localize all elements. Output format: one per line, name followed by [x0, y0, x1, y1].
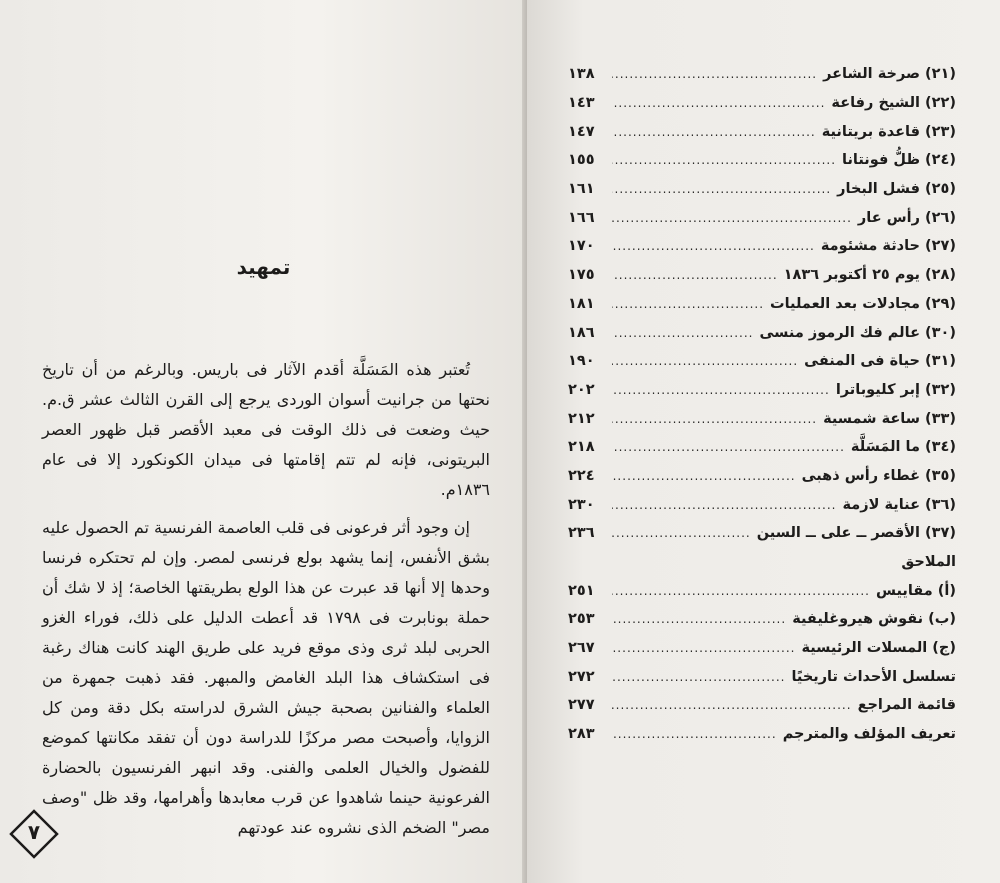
toc-row	[568, 490, 956, 519]
toc-leader-dots	[612, 698, 852, 712]
toc-leader-dots	[612, 125, 816, 139]
toc-row	[568, 376, 956, 405]
toc-row	[568, 89, 956, 118]
toc-leader-dots	[612, 526, 751, 540]
toc-row	[568, 720, 956, 749]
toc-leader-dots	[612, 211, 852, 225]
toc-entry-title: (٣٣) ساعة شمسية	[823, 410, 956, 427]
toc-page-number: ٢٥٣	[568, 611, 595, 628]
toc-entry-title: (٢٣) قاعدة بريتانية	[821, 123, 956, 140]
toc-page-number: ١٧٠	[568, 238, 595, 255]
toc-row	[568, 175, 956, 204]
toc-row	[568, 433, 956, 462]
toc-leader-dots	[612, 239, 815, 253]
toc-leader-dots	[612, 612, 786, 626]
toc-row	[568, 634, 956, 663]
toc-row	[568, 117, 956, 146]
toc-leader-dots	[612, 354, 798, 368]
toc-leader-dots	[612, 469, 796, 483]
toc-page-number: ١٤٧	[568, 123, 595, 140]
toc-row	[568, 691, 956, 720]
toc-leader-dots	[612, 326, 754, 340]
toc-page-number: ٢٢٤	[568, 467, 595, 484]
toc-row	[568, 519, 956, 548]
toc-page-number: ٢٣٦	[568, 525, 595, 542]
toc-row	[568, 462, 956, 491]
toc-leader-dots	[612, 182, 831, 196]
toc-entry-title: تسلسل الأحداث تاريخيًا	[791, 668, 956, 685]
toc-leader-dots	[612, 440, 845, 454]
toc-row	[568, 203, 956, 232]
toc-row	[568, 404, 956, 433]
toc-entry-title: قائمة المراجع	[857, 697, 956, 714]
toc-row	[568, 60, 956, 89]
toc-entry-title: (٣٧) الأقصر ــ على ــ السين	[756, 525, 956, 542]
toc-leader-dots	[612, 412, 817, 426]
toc-entry-title: (٢٤) ظلُّ فونتانا	[842, 152, 956, 169]
toc-leader-dots	[612, 153, 836, 167]
page-number-badge	[8, 808, 60, 860]
toc-page-number: ١٥٥	[568, 152, 595, 169]
toc-entry-title: (٢٧) حادثة مشئومة	[820, 238, 956, 255]
toc-row	[568, 290, 956, 319]
intro-paragraph: إن وجود أثر فرعونى فى قلب العاصمة الفرنسية تم الحصول عليه بشق الأنفس، إنما يشهد بولع فرنسى لمصر. وإن لم تحتكره فرنسا وحدها إلا أنها قد عبرت عن هذا الولع بطريقتها الخاصة؛ إذ لا شك أن حملة بونابرت فى ١٧٩٨ قد أعطت الدليل على ذلك، فوراء الغزو الحربى لبلد ثرى وذى موقع فريد على طريق الهند كانت هناك رغبة فى استكشاف هذا البلد الغامض والمبهر. فقد ذهبت جمهرة من العلماء والفنانين بصحبة جيش الشرق لدراسته بكل دقة ومن كل الزوايا، وأصبحت مصر مركزًا للدراسة دون أن تفقد مكانتها كموضع للفضول والخيال العلمى والفنى. وقد انبهر الفرنسيون بالحضارة الفرعونية حينما شاهدوا عن قرب معابدها وأهرامها، وقد ظل "وصف مصر" الضخم الذى نشروه عند عودتهم	[42, 518, 491, 837]
toc-page-number: ٢٧٢	[568, 668, 595, 685]
toc-entry-title: (٣٤) ما المَسَلَّة	[850, 439, 956, 456]
toc-leader-dots	[612, 498, 837, 512]
toc-page-number: ٢٦٧	[568, 640, 595, 657]
toc-entry-title: (ج) المسلات الرئيسية	[801, 640, 956, 657]
toc-entry-title: (٢٢) الشيخ رفاعة	[831, 95, 956, 112]
toc-row	[568, 232, 956, 261]
toc-row	[568, 347, 956, 376]
toc-leader-dots	[612, 670, 785, 684]
toc-entry-title: (ب) نقوش هيروغليفية	[792, 611, 956, 628]
toc-page-number: ٢٨٣	[568, 726, 595, 743]
toc-row	[568, 146, 956, 175]
toc-entry-title: (٣١) حياة فى المنفى	[804, 353, 956, 370]
toc-page-number: ٢٠٢	[568, 381, 595, 398]
toc-entry-title: (٣٥) غطاء رأس ذهبى	[801, 467, 956, 484]
toc-page-number: ٢٣٠	[568, 496, 595, 513]
toc-page-number: ١٤٣	[568, 95, 595, 112]
toc-page-number: ٢١٢	[568, 410, 595, 427]
toc-leader-dots	[612, 297, 764, 311]
toc-page-number: ١٣٨	[568, 66, 595, 83]
toc-row	[568, 261, 956, 290]
toc-leader-dots	[612, 67, 817, 81]
table-of-contents	[568, 60, 956, 749]
toc-page-number: ١٧٥	[568, 267, 595, 284]
toc-entry-title: (٢٨) يوم ٢٥ أكتوبر ١٨٣٦	[783, 267, 956, 284]
toc-leader-dots	[612, 584, 870, 598]
toc-entry-title: الملاحق	[901, 554, 956, 571]
page-number: ٧	[27, 820, 41, 844]
toc-row	[568, 605, 956, 634]
toc-page-number: ١٦١	[568, 181, 595, 198]
toc-entry-title: (٢١) صرخة الشاعر	[823, 66, 956, 83]
toc-entry-title: (٢٥) فشل البخار	[837, 181, 956, 198]
toc-entry-title: (أ) مقاييس	[876, 582, 956, 599]
toc-entry-title: (٣٠) عالم فك الرموز منسى	[759, 324, 956, 341]
toc-leader-dots	[612, 727, 777, 741]
toc-page-number: ١٨٦	[568, 324, 595, 341]
toc-entry-title: تعريف المؤلف والمترجم	[782, 726, 956, 743]
toc-page-number: ٢١٨	[568, 439, 595, 456]
toc-entry-title: (٢٦) رأس عار	[857, 209, 956, 226]
toc-leader-dots	[612, 641, 795, 655]
intro-title: تمهيد	[236, 255, 291, 279]
toc-entry-title: (٢٩) مجادلات بعد العمليات	[770, 295, 956, 312]
toc-row	[568, 548, 956, 577]
toc-row	[568, 662, 956, 691]
toc-leader-dots	[612, 268, 778, 282]
toc-leader-dots	[612, 383, 830, 397]
toc-page-number: ٢٧٧	[568, 697, 595, 714]
toc-page-number: ١٩٠	[568, 353, 595, 370]
toc-page-number: ٢٥١	[568, 582, 595, 599]
toc-row	[568, 318, 956, 347]
toc-page-number: ١٦٦	[568, 209, 595, 226]
toc-page-number: ١٨١	[568, 295, 595, 312]
toc-entry-title: (٣٦) عناية لازمة	[842, 496, 956, 513]
toc-leader-dots	[612, 96, 825, 110]
intro-body	[42, 355, 490, 851]
intro-paragraph: تُعتبر هذه المَسَلَّة أقدم الآثار فى باريس. وبالرغم من أن تاريخ نحتها من جرانيت أسوان الوردى يرجع إلى القرن الثالث عشر ق.م. حيث وضعت فى ذلك الوقت فى معبد الأقصر قبل ظهور العصر البريتونى، فإنه لم تتم إقامتها فى ميدان الكونكورد إلا فى عام ١٨٣٦م.	[42, 360, 490, 499]
toc-entry-title: (٣٢) إبر كليوباترا	[835, 381, 956, 398]
toc-row	[568, 576, 956, 605]
